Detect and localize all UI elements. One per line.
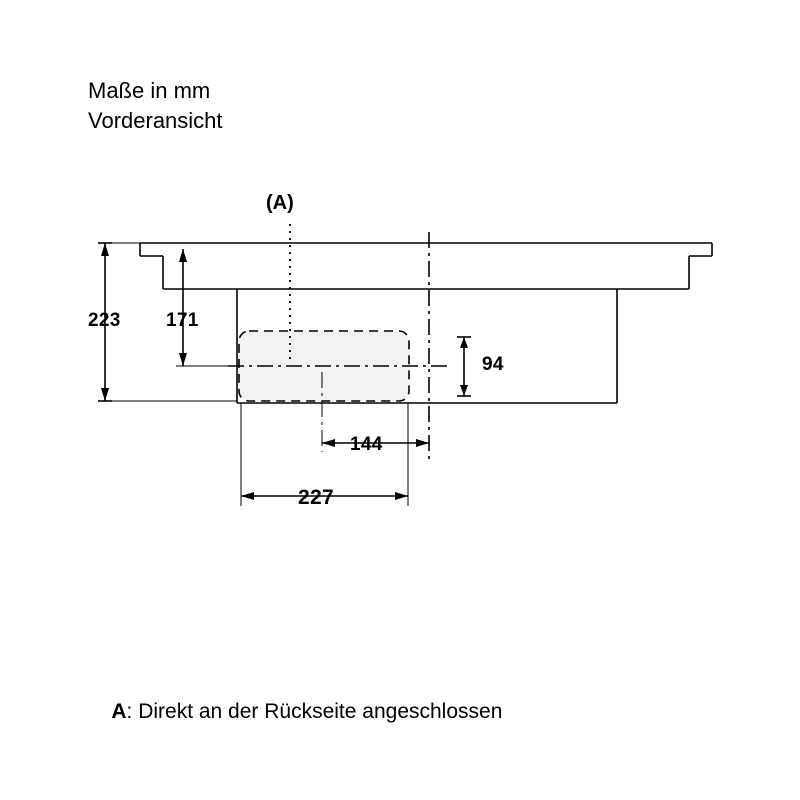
- dim-171-arrow-top: [179, 249, 187, 262]
- dim-144-arrow-right: [416, 439, 429, 447]
- dimension-223-label: 223: [88, 310, 121, 331]
- dim-94-arrow-bottom: [460, 385, 468, 396]
- dim-223-arrow-top: [101, 243, 109, 256]
- title-line-1: Maße in mm: [88, 78, 211, 103]
- dimension-171-label: 171: [166, 310, 199, 331]
- dim-227-arrow-left: [241, 492, 254, 500]
- dim-227-arrow-right: [395, 492, 408, 500]
- callout-a-label: (A): [266, 192, 294, 214]
- dimension-144-label: 144: [350, 434, 383, 455]
- legend-text: Direkt an der Rückseite angeschlossen: [138, 700, 503, 723]
- dimension-94-label: 94: [482, 354, 504, 375]
- legend-marker: A: [111, 700, 127, 723]
- dim-171-arrow-bottom: [179, 353, 187, 366]
- legend-separator: :: [126, 700, 139, 723]
- title-line-2: Vorderansicht: [88, 108, 223, 133]
- dimension-227-label: 227: [298, 486, 334, 509]
- dim-144-arrow-left: [322, 439, 335, 447]
- dim-94-arrow-top: [460, 337, 468, 348]
- dim-223-arrow-bottom: [101, 388, 109, 401]
- legend-note: [88, 676, 502, 748]
